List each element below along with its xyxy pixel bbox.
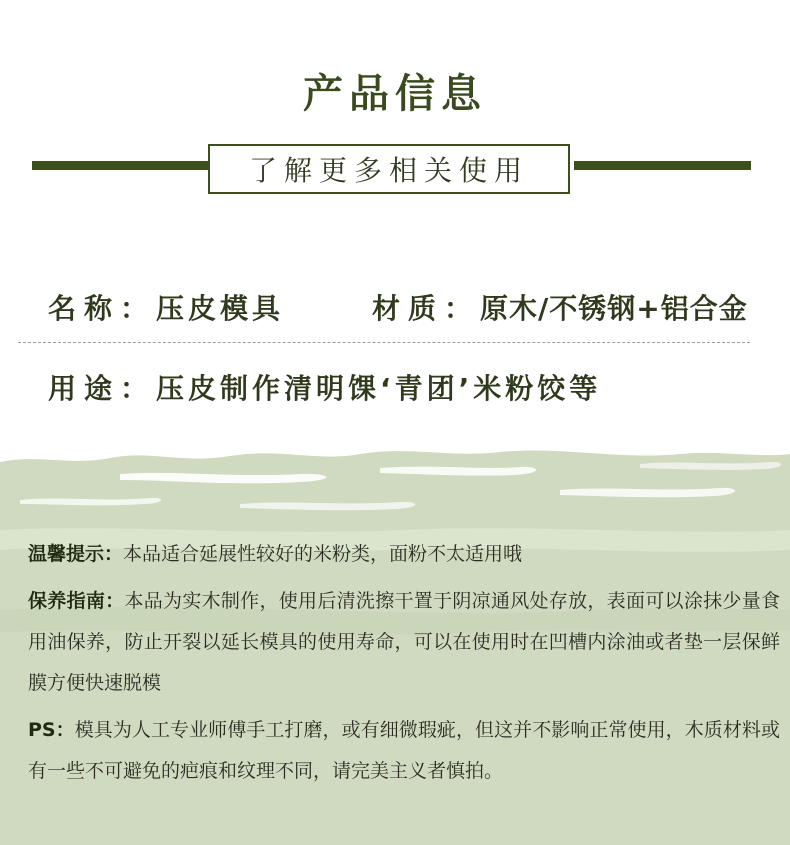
note-care-text: 本品为实木制作，使用后清洗擦干置于阴凉通风处存放，表面可以涂抹少量食用油保养，防止开裂以延长模具的使用寿命，可以在使用时在凹槽内涂油或者垫一层保鲜膜方便快速脱模 — [28, 590, 780, 694]
spec-usage-label: 用途： — [48, 372, 157, 405]
spec-material-label: 材质： — [372, 292, 481, 325]
dashed-divider — [18, 342, 750, 343]
note-tip-label: 温馨提示： — [28, 543, 124, 565]
note-ps-label: PS： — [28, 719, 75, 741]
note-care-label: 保养指南： — [28, 590, 125, 612]
note-care — [28, 581, 780, 704]
spec-material-value: 原木/不锈钢+铝合金 — [480, 292, 748, 325]
spec-usage-value: 压皮制作清明馃‘青团’米粉饺等 — [156, 372, 602, 405]
spec-material — [372, 287, 748, 327]
note-tip-text: 本品适合延展性较好的米粉类，面粉不太适用哦 — [123, 543, 523, 565]
page-title: 产品信息 — [303, 71, 487, 117]
spec-name-label: 名称： — [48, 292, 157, 325]
divider-right — [574, 161, 751, 170]
note-ps — [28, 710, 780, 792]
notes-section — [28, 534, 780, 798]
note-ps-text: 模具为人工专业师傅手工打磨，或有细微瑕疵，但这并不影响正常使用，木质材料或有一些不可避免的疤痕和纹理不同，请完美主义者慎拍。 — [28, 719, 780, 782]
spec-name — [48, 287, 284, 327]
subtitle-box: 了解更多相关使用 — [208, 144, 570, 194]
spec-usage — [48, 367, 601, 407]
spec-name-value: 压皮模具 — [156, 292, 285, 325]
note-tip — [28, 534, 780, 575]
divider-left — [32, 161, 208, 170]
